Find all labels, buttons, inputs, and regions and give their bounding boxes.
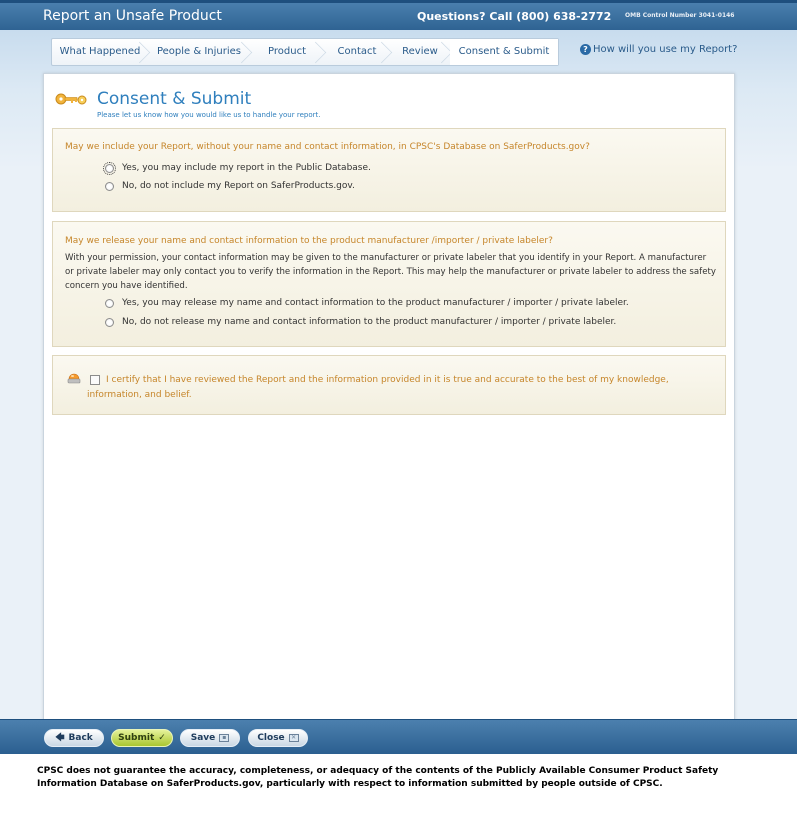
release-contact-explanation: With your permission, your contact information may be given to the manufacturer or private labeler that you identify in your Report. A manufacturer or private labeler may only contact you to verify the information in the Report. This may help the manufacturer or private labeler to address the safety concern you have identified. (65, 253, 716, 291)
back-arrow-icon: 🡄 (55, 733, 65, 743)
include-in-database-option[interactable] (105, 163, 371, 173)
step-consent-submit[interactable]: Consent & Submit (450, 39, 558, 65)
close-button[interactable] (248, 729, 308, 747)
disclaimer-text: CPSC does not guarantee the accuracy, completeness, or adequacy of the contents of the Publicly Available Consumer Product Safety Information Database on SaferProducts.gov, particularly with respect to information submitted by people outside of CPSC. (37, 766, 719, 789)
step-product[interactable]: Product (250, 39, 324, 65)
help-link-label: How will you use my Report? (593, 44, 738, 55)
help-icon: ? (580, 44, 591, 55)
save-button[interactable] (180, 729, 240, 747)
action-bar (0, 719, 797, 754)
exclude-from-database-radio[interactable] (105, 182, 114, 191)
release-contact-no-option[interactable] (105, 317, 616, 327)
back-button[interactable] (44, 729, 104, 747)
help-link[interactable] (580, 44, 737, 55)
check-icon: ✓ (158, 733, 166, 743)
close-button-label: Close (257, 733, 285, 743)
release-contact-no-label: No, do not release my name and contact information to the product manufacturer / importer / private labeler. (122, 317, 617, 327)
header-bar (0, 0, 797, 30)
release-contact-section (52, 221, 726, 347)
release-contact-yes-radio[interactable] (105, 299, 114, 308)
help-phone: Questions? Call (800) 638-2772 (417, 10, 612, 23)
certify-checkbox[interactable] (90, 375, 100, 385)
database-consent-section (52, 128, 726, 212)
release-contact-question: May we release your name and contact information to the product manufacturer /importer / private labeler? (65, 236, 553, 246)
step-what-happened[interactable]: What Happened (52, 39, 148, 65)
close-x-icon: ✕ (289, 734, 299, 742)
back-button-label: Back (68, 733, 93, 743)
page-title: Consent & Submit (97, 89, 252, 109)
keys-icon (55, 91, 89, 107)
step-contact[interactable]: Contact (324, 39, 390, 65)
submit-button-label: Submit (118, 733, 155, 743)
certification-section (52, 355, 726, 415)
step-nav (51, 38, 559, 66)
omb-control-number: OMB Control Number 3041-0146 (625, 12, 735, 19)
release-contact-yes-option[interactable] (105, 298, 629, 308)
step-review[interactable]: Review (390, 39, 450, 65)
release-contact-no-radio[interactable] (105, 318, 114, 327)
database-question: May we include your Report, without your name and contact information, in CPSC's Database on SaferProducts.gov? (65, 142, 590, 152)
save-disk-icon: ▪ (219, 734, 229, 742)
include-in-database-label: Yes, you may include my report in the Public Database. (122, 163, 371, 173)
exclude-from-database-label: No, do not include my Report on SaferProducts.gov. (122, 181, 355, 191)
page-subtitle: Please let us know how you would like us to handle your report. (97, 111, 321, 119)
save-button-label: Save (190, 733, 216, 743)
certify-statement: I certify that I have reviewed the Report and the information provided in it is true and accurate to the best of my knowledge, information, and belief. (87, 375, 669, 400)
include-in-database-radio[interactable] (105, 164, 114, 173)
release-contact-yes-label: Yes, you may release my name and contact information to the product manufacturer / importer / private labeler. (122, 298, 629, 308)
step-people-injuries[interactable]: People & Injuries (148, 39, 250, 65)
submit-button[interactable] (111, 729, 173, 747)
exclude-from-database-option[interactable] (105, 181, 355, 191)
alert-light-icon (66, 369, 82, 385)
app-title: Report an Unsafe Product (43, 8, 222, 24)
